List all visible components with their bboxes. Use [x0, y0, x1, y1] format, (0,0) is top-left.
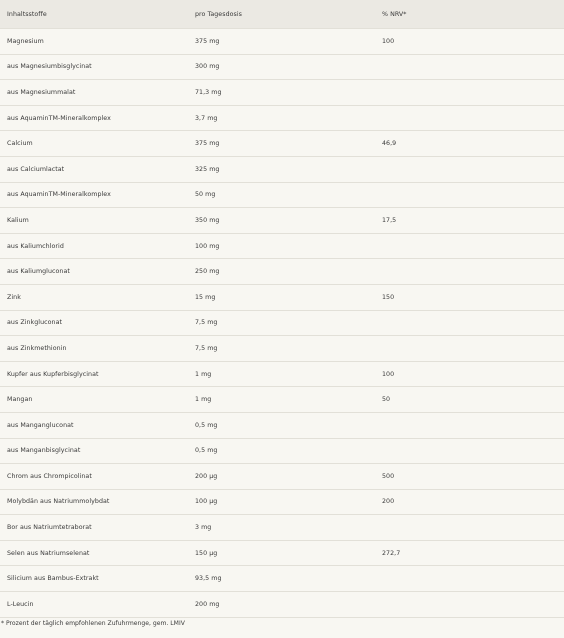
table-row — [0, 234, 564, 260]
dose-cell: 250 mg — [195, 268, 220, 276]
table-row — [0, 464, 564, 490]
dose-cell: 100 mg — [195, 242, 220, 250]
table-row — [0, 362, 564, 388]
ingredient-cell: Zink — [7, 293, 21, 301]
dose-cell: 1 mg — [195, 370, 212, 378]
dose-cell: 3 mg — [195, 524, 212, 532]
ingredient-cell: aus AquaminTM-Mineralkomplex — [7, 191, 111, 199]
dose-cell: 375 mg — [195, 37, 220, 45]
ingredient-cell: aus Zinkmethionin — [7, 344, 67, 352]
table-row — [0, 413, 564, 439]
ingredient-cell: aus Kaliumchlorid — [7, 242, 64, 250]
dose-cell: 7,5 mg — [195, 344, 218, 352]
table-row — [0, 311, 564, 337]
header-daily-dose: pro Tagesdosis — [195, 10, 242, 18]
nrv-cell: 100 — [382, 370, 395, 378]
table-body — [0, 29, 564, 618]
ingredient-cell: aus Manganbisglycinat — [7, 447, 81, 455]
ingredient-cell: aus Mangangluconat — [7, 421, 74, 429]
dose-cell: 71,3 mg — [195, 88, 222, 96]
table-row — [0, 55, 564, 81]
dose-cell: 100 µg — [195, 498, 218, 506]
table-row — [0, 566, 564, 592]
dose-cell: 15 mg — [195, 293, 216, 301]
ingredient-cell: Chrom aus Chrompicolinat — [7, 472, 92, 480]
table-row — [0, 29, 564, 55]
dose-cell: 1 mg — [195, 396, 212, 404]
table-row — [0, 439, 564, 465]
dose-cell: 50 mg — [195, 191, 216, 199]
ingredient-cell: aus Magnesiummalat — [7, 88, 76, 96]
dose-cell: 350 mg — [195, 216, 220, 224]
dose-cell: 200 mg — [195, 600, 220, 608]
dose-cell: 150 µg — [195, 549, 218, 557]
ingredient-cell: Molybdän aus Natriummolybdat — [7, 498, 110, 506]
ingredient-cell: Magnesium — [7, 37, 44, 45]
table-row — [0, 131, 564, 157]
ingredient-cell: aus Magnesiumbisglycinat — [7, 63, 92, 71]
dose-cell: 7,5 mg — [195, 319, 218, 327]
table-row — [0, 387, 564, 413]
header-nrv: % NRV* — [382, 10, 407, 18]
footnote: * Prozent der täglich empfohlenen Zufuhrmenge, gem. LMIV — [1, 620, 185, 627]
ingredient-cell: Kalium — [7, 216, 29, 224]
nrv-cell: 100 — [382, 37, 395, 45]
dose-cell: 93,5 mg — [195, 575, 222, 583]
ingredient-cell: Calcium — [7, 140, 33, 148]
ingredient-cell: aus AquaminTM-Mineralkomplex — [7, 114, 111, 122]
ingredient-cell: Bor aus Natriumtetraborat — [7, 524, 92, 532]
nrv-cell: 150 — [382, 293, 395, 301]
table-row — [0, 80, 564, 106]
nrv-cell: 17,5 — [382, 216, 397, 224]
table-row — [0, 183, 564, 209]
table-row — [0, 592, 564, 618]
dose-cell: 325 mg — [195, 165, 220, 173]
dose-cell: 3,7 mg — [195, 114, 218, 122]
table-row — [0, 541, 564, 567]
ingredient-cell: Mangan — [7, 396, 33, 404]
dose-cell: 200 µg — [195, 472, 218, 480]
dose-cell: 300 mg — [195, 63, 220, 71]
ingredient-cell: Silicium aus Bambus-Extrakt — [7, 575, 99, 583]
ingredient-cell: Selen aus Natriumselenat — [7, 549, 90, 557]
table-row — [0, 490, 564, 516]
dose-cell: 0,5 mg — [195, 447, 218, 455]
nrv-cell: 272,7 — [382, 549, 401, 557]
nrv-cell: 46,9 — [382, 140, 397, 148]
nrv-cell: 200 — [382, 498, 395, 506]
table-row — [0, 285, 564, 311]
dose-cell: 0,5 mg — [195, 421, 218, 429]
ingredient-cell: aus Kaliumgluconat — [7, 268, 70, 276]
table-row — [0, 106, 564, 132]
header-ingredients: Inhaltsstoffe — [7, 10, 47, 18]
ingredient-cell: Kupfer aus Kupferbisglycinat — [7, 370, 99, 378]
dose-cell: 375 mg — [195, 140, 220, 148]
nrv-cell: 50 — [382, 396, 391, 404]
table-row — [0, 336, 564, 362]
ingredient-cell: L-Leucin — [7, 600, 34, 608]
ingredient-cell: aus Calciumlactat — [7, 165, 65, 173]
table-header-row — [0, 0, 564, 29]
table-row — [0, 259, 564, 285]
table-row — [0, 515, 564, 541]
table-row — [0, 208, 564, 234]
nrv-cell: 500 — [382, 472, 395, 480]
ingredient-cell: aus Zinkgluconat — [7, 319, 63, 327]
table-row — [0, 157, 564, 183]
